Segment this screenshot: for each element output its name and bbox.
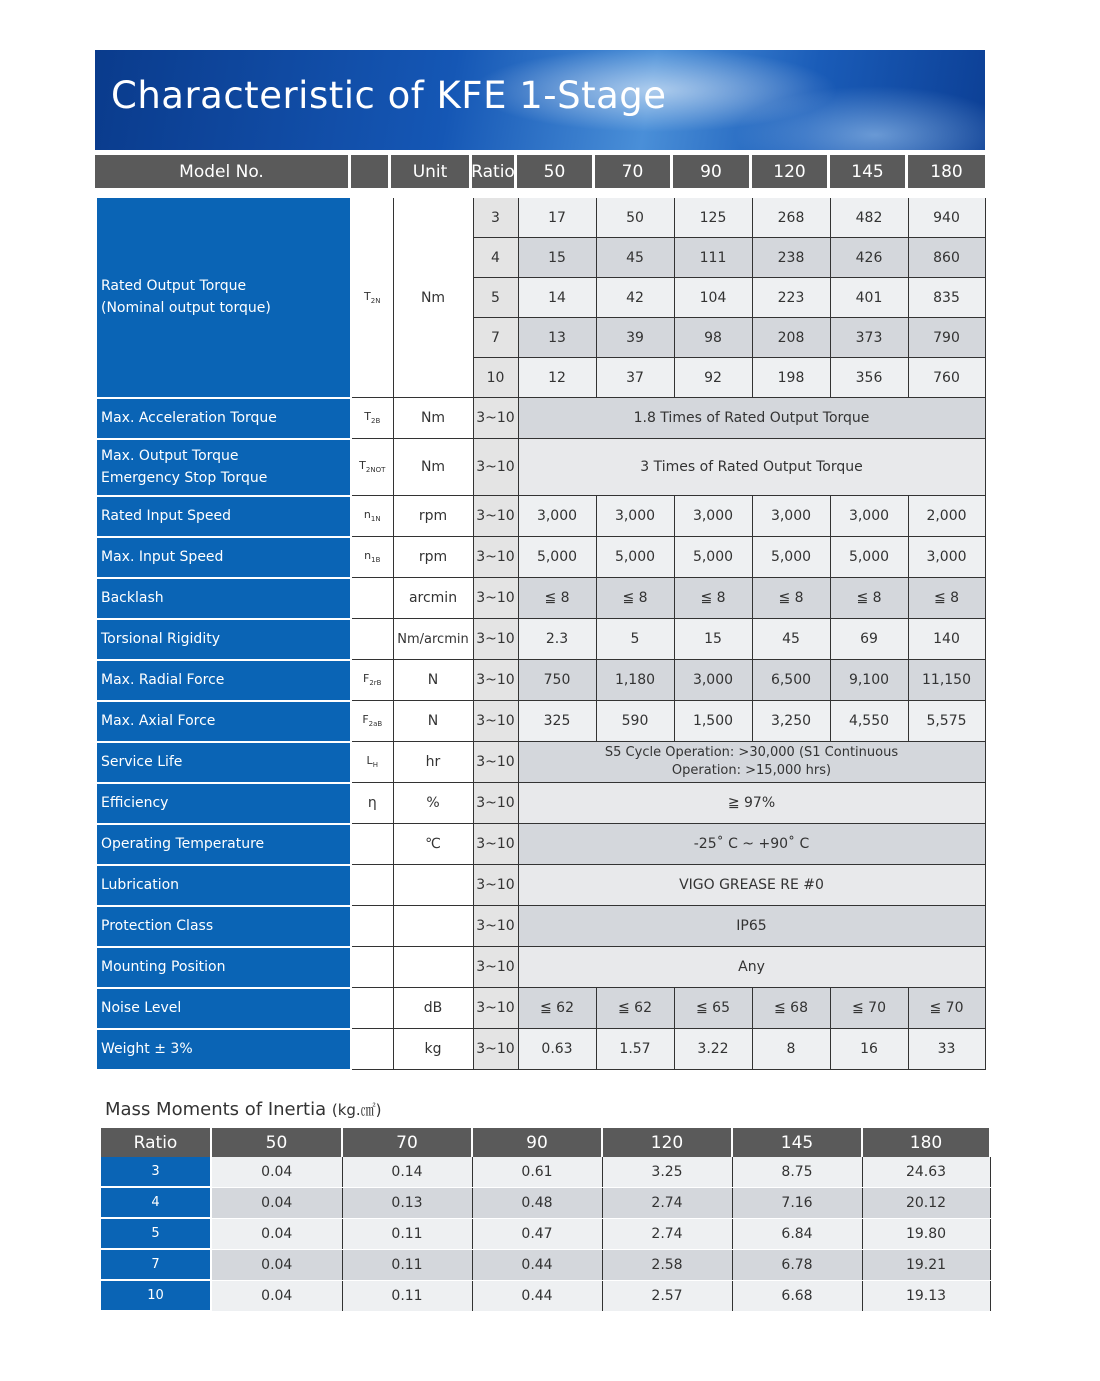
header-size-145: 145 — [830, 155, 905, 188]
value-cell: ≦ 8 — [830, 578, 908, 619]
value-cell: 835 — [908, 278, 985, 318]
ratio-cell: 3~10 — [473, 906, 518, 947]
value-cell: ≦ 8 — [674, 578, 752, 619]
table-row — [101, 1187, 990, 1218]
unit-cell — [393, 947, 473, 988]
inertia-value-cell: 7.16 — [732, 1187, 862, 1218]
table-row — [97, 619, 985, 660]
inertia-ratio-cell: 10 — [101, 1280, 211, 1311]
inertia-value-cell: 2.74 — [602, 1218, 732, 1249]
value-cell: 1,500 — [674, 701, 752, 742]
label-line: Rated Output Torque — [101, 278, 247, 295]
value-cell: 2.3 — [518, 619, 596, 660]
unit-cell: N — [393, 701, 473, 742]
unit-cell: Nm — [393, 439, 473, 496]
row-label-rated-torque — [97, 198, 351, 398]
table-row — [97, 742, 985, 783]
ratio-cell: 7 — [473, 318, 518, 358]
value-cell: 3,000 — [908, 537, 985, 578]
value-cell: 0.63 — [518, 1029, 596, 1070]
inertia-value-cell: 0.14 — [342, 1157, 472, 1187]
header-size-120: 120 — [752, 155, 827, 188]
value-cell: ≦ 8 — [596, 578, 674, 619]
header-size-70: 70 — [595, 155, 670, 188]
value-span-cell: VIGO GREASE RE #0 — [518, 865, 985, 906]
value-cell: 5,000 — [596, 537, 674, 578]
table-row — [97, 496, 985, 537]
value-cell: 3,000 — [596, 496, 674, 537]
unit-cell: ℃ — [393, 824, 473, 865]
symbol-cell: $T_{2B}$ — [351, 398, 393, 439]
symbol-cell — [351, 619, 393, 660]
inertia-value-cell: 2.57 — [602, 1280, 732, 1311]
value-cell: 5,000 — [752, 537, 830, 578]
value-cell: 356 — [830, 358, 908, 398]
table-row — [97, 1029, 985, 1070]
value-span-cell: 1.8 Times of Rated Output Torque — [518, 398, 985, 439]
value-cell: 5,575 — [908, 701, 985, 742]
ratio-cell: 3~10 — [473, 578, 518, 619]
inertia-ratio-cell: 3 — [101, 1157, 211, 1187]
unit-cell: Nm — [393, 198, 473, 398]
inertia-value-cell: 2.58 — [602, 1249, 732, 1280]
table-row — [97, 578, 985, 619]
value-cell: 12 — [518, 358, 596, 398]
value-line: Operation: >15,000 hrs) — [671, 763, 832, 778]
unit-cell — [393, 906, 473, 947]
row-label-max-input-speed: Max. Input Speed — [97, 537, 351, 578]
value-span-cell: -25˚ C ~ +90˚ C — [518, 824, 985, 865]
header-symbol — [351, 155, 388, 188]
value-cell: ≦ 65 — [674, 988, 752, 1029]
row-label-lubrication: Lubrication — [97, 865, 351, 906]
unit-cell: dB — [393, 988, 473, 1029]
header-unit: Unit — [391, 155, 469, 188]
value-cell: 223 — [752, 278, 830, 318]
value-span-cell: ≧ 97% — [518, 783, 985, 824]
ratio-cell: 3~10 — [473, 398, 518, 439]
row-label-efficiency: Efficiency — [97, 783, 351, 824]
value-cell: 2,000 — [908, 496, 985, 537]
value-span-cell: IP65 — [518, 906, 985, 947]
unit-cell: Nm/arcmin — [393, 619, 473, 660]
symbol-cell — [351, 824, 393, 865]
inertia-ratio-cell: 7 — [101, 1249, 211, 1280]
row-label-operating-temperature: Operating Temperature — [97, 824, 351, 865]
ratio-cell: 3~10 — [473, 824, 518, 865]
inertia-table — [101, 1128, 991, 1312]
value-cell: 482 — [830, 198, 908, 238]
value-cell: 373 — [830, 318, 908, 358]
value-cell: 17 — [518, 198, 596, 238]
ratio-cell: 3~10 — [473, 439, 518, 496]
value-cell: 5,000 — [830, 537, 908, 578]
table-row — [97, 701, 985, 742]
inertia-value-cell: 24.63 — [862, 1157, 990, 1187]
table-row — [97, 660, 985, 701]
value-cell: 198 — [752, 358, 830, 398]
ratio-cell: 3~10 — [473, 1029, 518, 1070]
value-cell: 3,000 — [674, 496, 752, 537]
ratio-cell: 3~10 — [473, 947, 518, 988]
inertia-value-cell: 0.61 — [472, 1157, 602, 1187]
inertia-ratio-cell: 4 — [101, 1187, 211, 1218]
ratio-cell: 3~10 — [473, 988, 518, 1029]
ratio-cell: 3~10 — [473, 660, 518, 701]
inertia-header-size: 50 — [211, 1128, 342, 1157]
table-row — [101, 1280, 990, 1311]
value-cell: 3,000 — [752, 496, 830, 537]
table-row — [101, 1157, 990, 1187]
row-label-max-output — [97, 439, 351, 496]
unit-cell: hr — [393, 742, 473, 783]
value-span-cell: 3 Times of Rated Output Torque — [518, 439, 985, 496]
value-cell: ≦ 8 — [752, 578, 830, 619]
ratio-cell: 3~10 — [473, 865, 518, 906]
symbol-cell — [351, 865, 393, 906]
symbol-cell — [351, 578, 393, 619]
symbol-cell: $n_{1N}$ — [351, 496, 393, 537]
row-label-max-accel: Max. Acceleration Torque — [97, 398, 351, 439]
row-label-torsional-rigidity: Torsional Rigidity — [97, 619, 351, 660]
row-label-noise-level: Noise Level — [97, 988, 351, 1029]
value-cell: 33 — [908, 1029, 985, 1070]
row-label-max-radial-force: Max. Radial Force — [97, 660, 351, 701]
spec-table — [97, 198, 986, 1071]
value-cell: 140 — [908, 619, 985, 660]
table-row — [97, 439, 985, 496]
unit-cell: rpm — [393, 496, 473, 537]
value-cell: 37 — [596, 358, 674, 398]
value-cell: 3,000 — [518, 496, 596, 537]
inertia-value-cell: 6.68 — [732, 1280, 862, 1311]
symbol-cell: $F_{2aB}$ — [351, 701, 393, 742]
value-cell: ≦ 8 — [518, 578, 596, 619]
value-cell: 238 — [752, 238, 830, 278]
value-cell: 750 — [518, 660, 596, 701]
inertia-value-cell: 0.04 — [211, 1157, 342, 1187]
table-row — [101, 1249, 990, 1280]
inertia-value-cell: 0.04 — [211, 1218, 342, 1249]
symbol-cell: $n_{1B}$ — [351, 537, 393, 578]
value-cell: 98 — [674, 318, 752, 358]
inertia-value-cell: 0.04 — [211, 1249, 342, 1280]
unit-cell: % — [393, 783, 473, 824]
value-cell: 5,000 — [674, 537, 752, 578]
ratio-cell: 3~10 — [473, 783, 518, 824]
symbol-cell — [351, 947, 393, 988]
inertia-value-cell: 2.74 — [602, 1187, 732, 1218]
value-cell: ≦ 70 — [908, 988, 985, 1029]
value-cell: 50 — [596, 198, 674, 238]
inertia-value-cell: 0.47 — [472, 1218, 602, 1249]
value-cell: 45 — [596, 238, 674, 278]
inertia-value-cell: 19.13 — [862, 1280, 990, 1311]
value-cell: 268 — [752, 198, 830, 238]
value-cell: 125 — [674, 198, 752, 238]
label-line: (Nominal output torque) — [101, 300, 271, 317]
table-row — [97, 783, 985, 824]
value-cell: 325 — [518, 701, 596, 742]
inertia-ratio-cell: 5 — [101, 1218, 211, 1249]
inertia-header-size: 180 — [862, 1128, 990, 1157]
value-cell: 13 — [518, 318, 596, 358]
inertia-value-cell: 19.80 — [862, 1218, 990, 1249]
value-cell: 1,180 — [596, 660, 674, 701]
ratio-cell: 5 — [473, 278, 518, 318]
inertia-value-cell: 0.13 — [342, 1187, 472, 1218]
table-row — [97, 865, 985, 906]
ratio-cell: 3~10 — [473, 619, 518, 660]
unit-cell: Nm — [393, 398, 473, 439]
inertia-header-size: 90 — [472, 1128, 602, 1157]
inertia-value-cell: 0.44 — [472, 1280, 602, 1311]
value-cell: 104 — [674, 278, 752, 318]
symbol-cell: $T_{2NOT}$ — [351, 439, 393, 496]
value-cell: ≦ 62 — [596, 988, 674, 1029]
inertia-value-cell: 0.04 — [211, 1187, 342, 1218]
table-row — [97, 906, 985, 947]
ratio-cell: 3~10 — [473, 742, 518, 783]
inertia-value-cell: 20.12 — [862, 1187, 990, 1218]
inertia-value-cell: 6.78 — [732, 1249, 862, 1280]
table-row — [101, 1218, 990, 1249]
value-cell: 111 — [674, 238, 752, 278]
inertia-header-ratio: Ratio — [101, 1128, 211, 1157]
value-cell: 15 — [674, 619, 752, 660]
row-label-backlash: Backlash — [97, 578, 351, 619]
table-row — [97, 537, 985, 578]
value-cell: 5,000 — [518, 537, 596, 578]
value-cell: 426 — [830, 238, 908, 278]
ratio-cell: 3~10 — [473, 701, 518, 742]
header-ratio: Ratio — [472, 155, 514, 188]
value-cell: 39 — [596, 318, 674, 358]
ratio-cell: 10 — [473, 358, 518, 398]
symbol-cell — [351, 1029, 393, 1070]
value-cell: 45 — [752, 619, 830, 660]
row-label-max-axial-force: Max. Axial Force — [97, 701, 351, 742]
table-row — [97, 947, 985, 988]
value-cell: 16 — [830, 1029, 908, 1070]
header-size-50: 50 — [517, 155, 592, 188]
value-cell: 3.22 — [674, 1029, 752, 1070]
unit-cell: N — [393, 660, 473, 701]
value-cell: 8 — [752, 1029, 830, 1070]
inertia-header-size: 145 — [732, 1128, 862, 1157]
header-model: Model No. — [95, 155, 348, 188]
inertia-title-text: Mass Moments of Inertia — [105, 1099, 327, 1120]
unit-cell: rpm — [393, 537, 473, 578]
inertia-value-cell: 6.84 — [732, 1218, 862, 1249]
header-size-180: 180 — [908, 155, 985, 188]
ratio-cell: 4 — [473, 238, 518, 278]
value-cell: 15 — [518, 238, 596, 278]
inertia-value-cell: 0.04 — [211, 1280, 342, 1311]
header-size-90: 90 — [673, 155, 749, 188]
inertia-value-cell: 0.11 — [342, 1280, 472, 1311]
value-cell: 69 — [830, 619, 908, 660]
table-row — [97, 398, 985, 439]
table-row — [97, 824, 985, 865]
spec-header-row — [95, 155, 985, 188]
value-cell: 3,000 — [830, 496, 908, 537]
value-span-cell — [518, 742, 985, 783]
value-cell: 9,100 — [830, 660, 908, 701]
inertia-value-cell: 8.75 — [732, 1157, 862, 1187]
value-cell: 11,150 — [908, 660, 985, 701]
value-cell: 1.57 — [596, 1029, 674, 1070]
symbol-cell — [351, 988, 393, 1029]
label-line: Max. Output Torque — [101, 448, 239, 464]
value-cell: 4,550 — [830, 701, 908, 742]
value-cell: 760 — [908, 358, 985, 398]
value-cell: 208 — [752, 318, 830, 358]
inertia-header-size: 120 — [602, 1128, 732, 1157]
inertia-header-row — [101, 1128, 990, 1157]
inertia-value-cell: 0.44 — [472, 1249, 602, 1280]
value-cell: 940 — [908, 198, 985, 238]
inertia-value-cell: 0.11 — [342, 1218, 472, 1249]
title-banner — [95, 50, 985, 150]
inertia-value-cell: 0.48 — [472, 1187, 602, 1218]
ratio-cell: 3~10 — [473, 537, 518, 578]
value-cell: 6,500 — [752, 660, 830, 701]
inertia-value-cell: 19.21 — [862, 1249, 990, 1280]
value-cell: 860 — [908, 238, 985, 278]
value-cell: 590 — [596, 701, 674, 742]
row-label-protection-class: Protection Class — [97, 906, 351, 947]
symbol-cell: $L_H$ — [351, 742, 393, 783]
value-span-cell: Any — [518, 947, 985, 988]
symbol-cell: $F_{2rB}$ — [351, 660, 393, 701]
value-cell: 3,000 — [674, 660, 752, 701]
value-cell: 401 — [830, 278, 908, 318]
value-cell: 14 — [518, 278, 596, 318]
value-line: S5 Cycle Operation: >30,000 (S1 Continuous — [604, 745, 899, 760]
value-cell: ≦ 62 — [518, 988, 596, 1029]
table-row — [97, 198, 985, 238]
unit-cell — [393, 865, 473, 906]
label-line: Emergency Stop Torque — [101, 470, 268, 486]
unit-cell: arcmin — [393, 578, 473, 619]
value-cell: 790 — [908, 318, 985, 358]
value-cell: ≦ 68 — [752, 988, 830, 1029]
inertia-value-cell: 0.11 — [342, 1249, 472, 1280]
inertia-title — [105, 1099, 382, 1120]
inertia-unit: (kg.㎠) — [331, 1101, 382, 1119]
row-label-service-life: Service Life — [97, 742, 351, 783]
row-label-rated-input-speed: Rated Input Speed — [97, 496, 351, 537]
ratio-cell: 3~10 — [473, 496, 518, 537]
inertia-header-size: 70 — [342, 1128, 472, 1157]
page-title: Characteristic of KFE 1-Stage — [111, 74, 667, 117]
symbol-cell — [351, 906, 393, 947]
value-cell: ≦ 8 — [908, 578, 985, 619]
value-cell: ≦ 70 — [830, 988, 908, 1029]
symbol-cell: η — [351, 783, 393, 824]
row-label-mounting-position: Mounting Position — [97, 947, 351, 988]
table-row — [97, 988, 985, 1029]
value-cell: 42 — [596, 278, 674, 318]
value-cell: 92 — [674, 358, 752, 398]
value-cell: 3,250 — [752, 701, 830, 742]
inertia-value-cell: 3.25 — [602, 1157, 732, 1187]
value-cell: 5 — [596, 619, 674, 660]
symbol-cell: $T_{2N}$ — [351, 198, 393, 398]
row-label-weight: Weight ± 3% — [97, 1029, 351, 1070]
ratio-cell: 3 — [473, 198, 518, 238]
unit-cell: kg — [393, 1029, 473, 1070]
